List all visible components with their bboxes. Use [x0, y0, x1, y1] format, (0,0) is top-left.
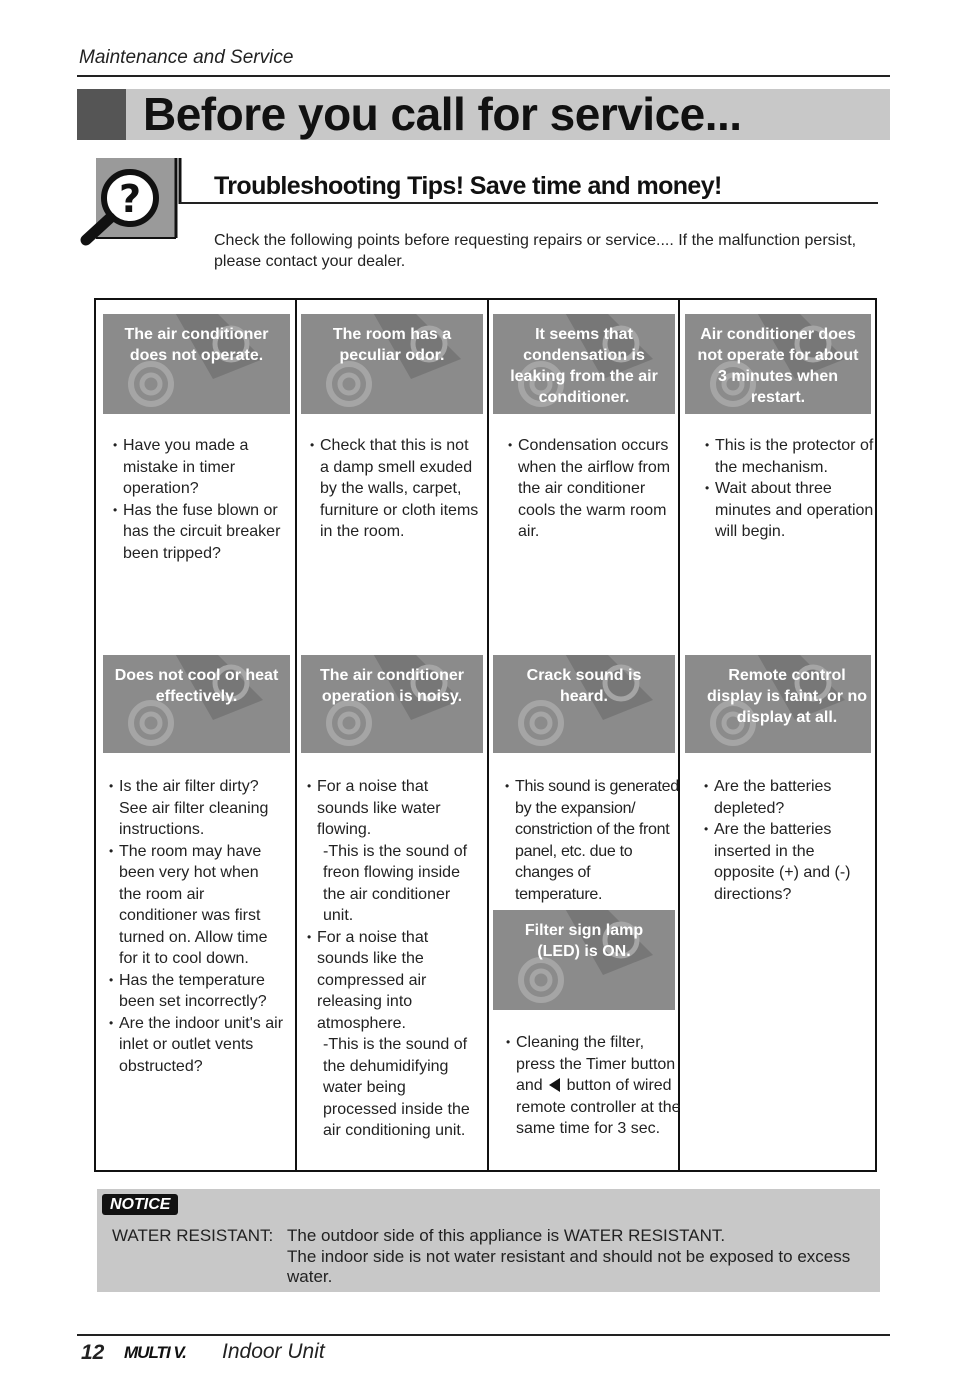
heading-box — [103, 314, 290, 414]
cell-text — [704, 776, 876, 905]
heading-box — [685, 655, 871, 753]
product-name: Indoor Unit — [222, 1340, 325, 1363]
list-item: • Are the indoor unit's air inlet or outlet vents obstructed? — [109, 1013, 285, 1078]
list-item — [307, 927, 479, 1142]
brand-logo: MULTI V. — [124, 1343, 186, 1362]
list-item: • This is the protector of the mechanism. — [705, 435, 875, 478]
tips-title: Troubleshooting Tips! Save time and money! — [214, 172, 722, 200]
cell-text — [505, 776, 681, 905]
column-divider — [487, 298, 489, 1172]
list-item: • Wait about three minutes and operation will begin. — [705, 478, 875, 543]
list-item: • Condensation occurs when the airflow from the air conditioner cools the warm room air. — [508, 435, 680, 543]
list-item-note: -This is the sound of freon flowing inside the air conditioner unit. — [323, 842, 468, 924]
heading-box — [493, 655, 675, 753]
heading-text: The air conditioner operation is noisy. — [319, 667, 464, 705]
list-item: • Has the temperature been set incorrectly? — [109, 970, 285, 1013]
list-item: • The room may have been very hot when the room air conditioner was first turned on. Allow time for it to cool down. — [109, 841, 285, 970]
left-arrow-icon — [549, 1078, 560, 1092]
notice-body — [287, 1226, 867, 1288]
heading-box — [685, 314, 871, 414]
heading-text: Filter sign lamp (LED) is ON. — [524, 922, 644, 960]
list-item-text: For a noise that sounds like water flowing. — [317, 778, 441, 838]
heading-text: Remote control display is faint, or no display at all. — [706, 667, 868, 726]
cell-text — [109, 776, 285, 1077]
cell-text — [705, 435, 875, 543]
list-item-text: button of wired remote controller at the same time for 3 sec. — [516, 1077, 681, 1137]
heading-box — [301, 655, 483, 753]
heading-box — [493, 910, 675, 1010]
title-block-accent — [77, 89, 126, 140]
list-item — [506, 1032, 682, 1140]
list-item: • Check that this is not a damp smell exuded by the walls, carpet, furniture or cloth items in the room. — [310, 435, 480, 543]
notice-line: The indoor side is not water resistant and should not be exposed to excess water. — [287, 1246, 851, 1286]
cell-text — [508, 435, 680, 543]
list-item: • This sound is generated by the expansion/ constriction of the front panel, etc. due to changes of temperature. — [505, 776, 681, 905]
list-item-text: Cleaning the filter, press the Timer button and — [516, 1034, 676, 1094]
list-item: • Has the fuse blown or has the circuit breaker been tripped? — [113, 500, 283, 565]
notice-line: The outdoor side of this appliance is WATER RESISTANT. — [287, 1226, 726, 1245]
page-number: 12 — [81, 1341, 105, 1364]
heading-box — [301, 314, 483, 414]
heading-text: Crack sound is heard. — [526, 667, 642, 705]
cell-text — [310, 435, 480, 543]
list-item: • Is the air filter dirty? See air filter cleaning instructions. — [109, 776, 285, 841]
heading-text: Does not cool or heat effectively. — [114, 667, 279, 705]
heading-text: Air conditioner does not operate for about 3 minutes when restart. — [697, 326, 859, 406]
magnifier-question-icon — [80, 156, 184, 246]
notice-tag: NOTICE — [102, 1194, 178, 1215]
heading-box — [103, 655, 290, 753]
tips-rule — [180, 202, 878, 204]
title-bar — [77, 89, 890, 140]
notice-label: WATER RESISTANT: — [112, 1226, 274, 1245]
list-item: • Are the batteries inserted in the opposite (+) and (-) directions? — [704, 819, 876, 905]
header-rule — [77, 75, 890, 77]
column-divider — [295, 298, 297, 1172]
footer-rule — [77, 1334, 890, 1336]
svg-text:?: ? — [118, 177, 142, 221]
list-item: • Are the batteries depleted? — [704, 776, 876, 819]
heading-text: The room has a peculiar odor. — [332, 326, 452, 364]
notice-box — [97, 1189, 880, 1292]
page-title: Before you call for service... — [143, 88, 742, 140]
heading-text: The air conditioner does not operate. — [124, 326, 269, 364]
cell-text — [113, 435, 283, 564]
cell-text — [307, 776, 479, 1142]
list-item-note: -This is the sound of the dehumidifying water being processed inside the air conditioning unit. — [323, 1036, 470, 1139]
heading-text: It seems that condensation is leaking from the air conditioner. — [510, 326, 658, 406]
list-item: • Have you made a mistake in timer operation? — [113, 435, 283, 500]
list-item — [307, 776, 479, 927]
section-label: Maintenance and Service — [79, 47, 294, 68]
heading-box — [493, 314, 675, 414]
cell-text — [506, 1032, 682, 1140]
list-item-text: For a noise that sounds like the compressed air releasing into atmosphere. — [317, 928, 429, 1032]
intro-text: Check the following points before requesting repairs or service.... If the malfunction persist, please contact your dealer. — [214, 232, 857, 270]
